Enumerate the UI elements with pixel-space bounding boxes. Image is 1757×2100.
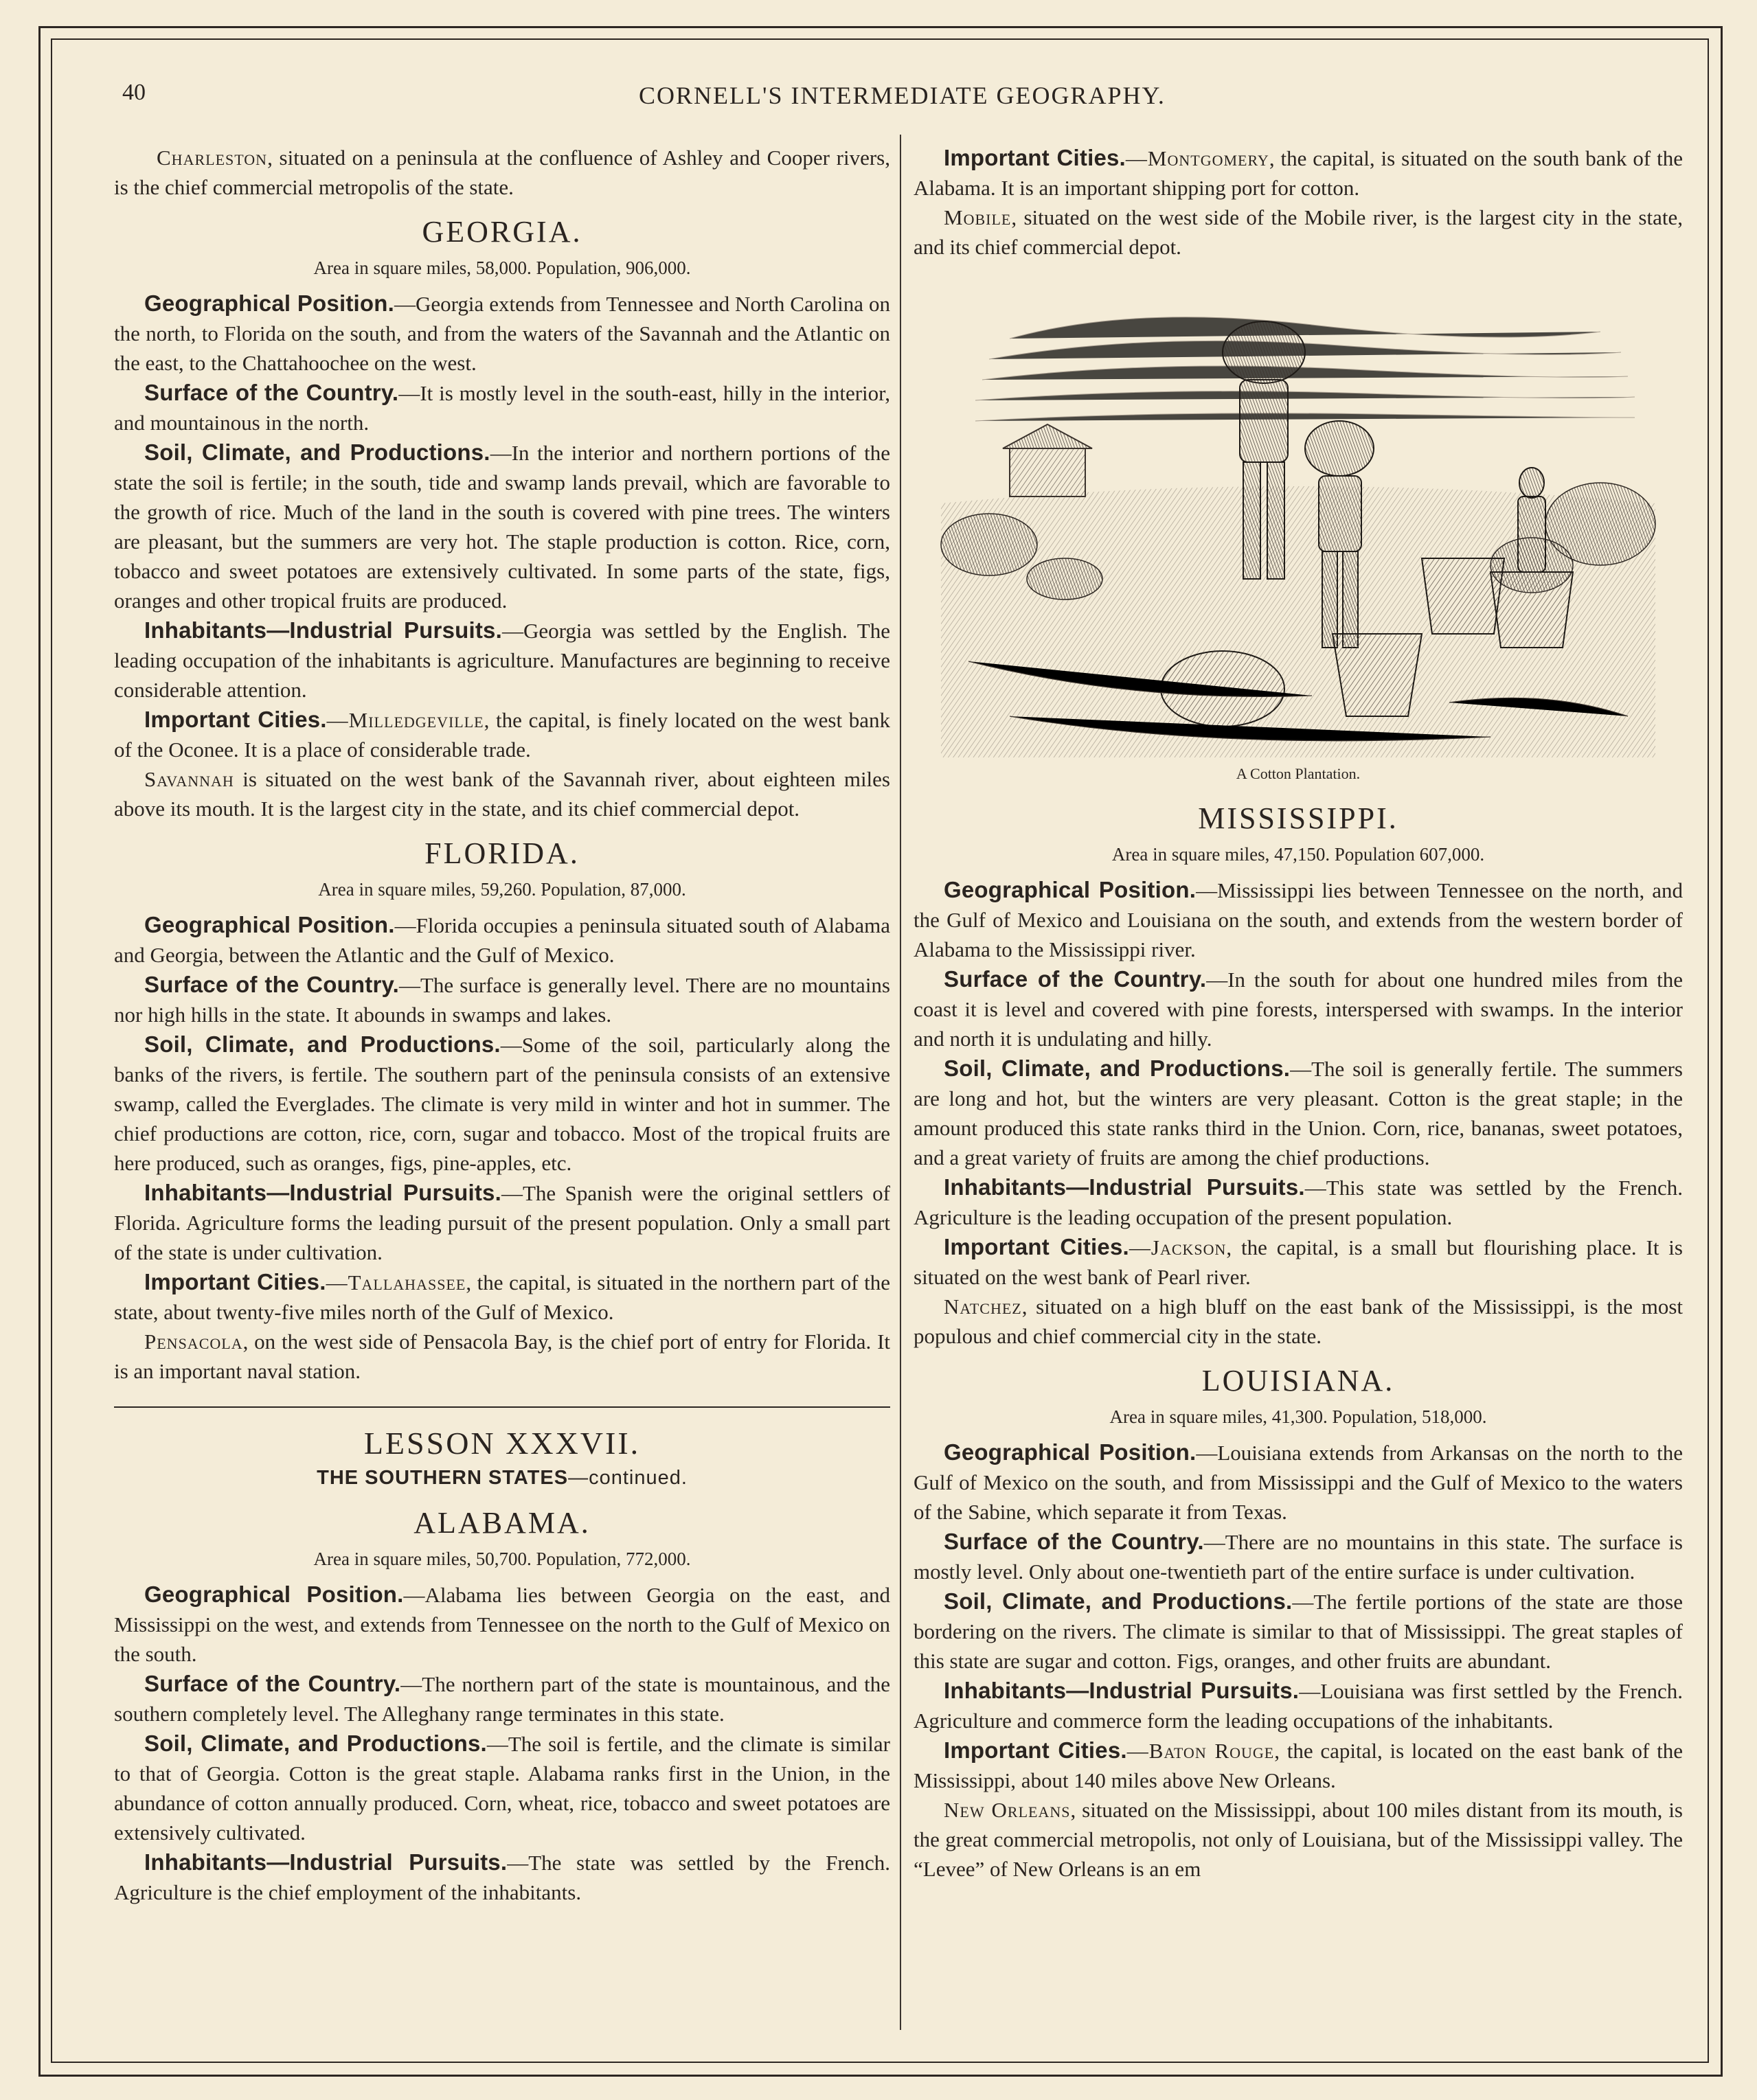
georgia-area: Area in square miles, 58,000. Population, 906,000. [313,258,691,278]
figure-caption: A Cotton Plantation. [1236,765,1361,782]
cotton-plantation-engraving [927,277,1669,757]
georgia-soil: Soil, Climate, and Productions.—In the interior and northern portions of the state the soil is fertile; in the south, tide and swamp lands prevail, which are favorable to the growth of rice. Much of the land in the south is covered with pine trees. The winters are pleasant, but the summers are very hot. The staple production is cotton. Rice, corn, tobacco and sweet potatoes are extensively cultivated. In some parts of the state, figs, oranges and other tropical fruits are produced. [114,440,890,613]
florida-area: Area in square miles, 59,260. Population, 87,000. [318,879,686,900]
charleston-paragraph: Charleston, situated on a peninsula at the confluence of Ashley and Cooper rivers, is the chief commercial metropolis of the state. [114,146,890,199]
mississippi-cities: Important Cities.—Jackson, the capital, is a small but flourishing place. It is situated on the west bank of Pearl river. [914,1234,1683,1289]
georgia-surface: Surface of the Country.—It is mostly level in the south-east, hilly in the interior, and mountainous in the north. [114,380,891,435]
florida-geo: Geographical Position.—Florida occupies a peninsula situated south of Alabama and Georgia, between the Atlantic and the Gulf of Mexico. [114,912,890,967]
mississippi-inhabitants: Inhabitants—Industrial Pursuits.—This state was settled by the French. Agriculture is the leading occupation of the present population. [914,1174,1684,1229]
louisiana-surface: Surface of the Country.—There are no mountains in this state. The surface is mostly level. Only about one-twentieth part of the entire surface is under cultivation. [914,1529,1683,1584]
lesson-divider [114,1406,890,1408]
alabama-inhabitants: Inhabitants—Industrial Pursuits.—The state was settled by the French. Agriculture is the chief employment of the inhabitants. [114,1849,890,1904]
column-divider [900,135,901,2030]
georgia-title: GEORGIA. [422,215,582,249]
running-title: CORNELL'S INTERMEDIATE GEOGRAPHY. [639,82,1166,109]
florida-inhabitants: Inhabitants—Industrial Pursuits.—The Spanish were the original settlers of Florida. Agriculture forms the leading pursuit of the present population. Only a small part of the state is under cultivation. [114,1180,890,1264]
cotton-plantation-figure [914,277,1683,788]
alabama-geo: Geographical Position.—Alabama lies between Georgia on the east, and Mississippi on the west, and extends from Tennessee on the north to the Gulf of Mexico on the south. [114,1582,890,1666]
mississippi-geo: Geographical Position.—Mississippi lies between Tennessee on the north, and the Gulf of Mexico and Louisiana on the south, and extends from the western border of Alabama to the Mississippi river. [914,877,1683,961]
louisiana-geo: Geographical Position.—Louisiana extends from Arkansas on the north to the Gulf of Mexico on the south, and from Mississippi and the Gulf of Mexico to the waters of the Sabine, which separate it from Texas. [914,1439,1683,1524]
mississippi-area: Area in square miles, 47,150. Population 607,000. [1111,844,1485,865]
georgia-savannah: Savannah is situated on the west bank of the Savannah river, about eighteen miles above its mouth. It is the largest city in the state, and its chief commercial depot. [114,767,890,821]
mississippi-surface: Surface of the Country.—In the south for about one hundred miles from the coast it is level and covered with pine forests, interspersed with swamps. In the interior and north it is undulating and hilly. [914,966,1683,1051]
louisiana-soil: Soil, Climate, and Productions.—The fertile portions of the state are those bordering on the rivers. The climate is similar to that of Mississippi. The great staples of this state are sugar and cotton. Figs, oranges, and other fruits are abundant. [914,1588,1683,1673]
florida-surface: Surface of the Country.—The surface is generally level. There are no mountains nor high hills in the state. It abounds in swamps and lakes. [114,972,890,1027]
georgia-cities: Important Cities.—Milledgeville, the capital, is finely located on the west bank of the Oconee. It is a place of considerable trade. [114,707,890,762]
florida-soil: Soil, Climate, and Productions.—Some of the soil, particularly along the banks of the rivers, is fertile. The southern part of the peninsula consists of an extensive swamp, called the Everglades. The climate is very mild in winter and hot in summer. The chief productions are cotton, rice, corn, sugar and tobacco. Most of the tropical fruits are here produced, such as oranges, figs, pine-apples, etc. [114,1031,890,1175]
alabama-mobile: Mobile, situated on the west side of the Mobile river, is the largest city in the state, and its chief commercial depot. [914,205,1683,259]
louisiana-inhabitants: Inhabitants—Industrial Pursuits.—Louisiana was first settled by the French. Agriculture and commerce form the leading occupations of the inhabitants. [914,1678,1683,1733]
alabama-surface: Surface of the Country.—The northern part of the state is mountainous, and the southern completely level. The Alleghany range terminates in this state. [114,1671,890,1726]
alabama-soil: Soil, Climate, and Productions.—The soil is fertile, and the climate is similar to that of Georgia. Cotton is the great staple. Alabama ranks first in the Union, in the abundance of cotton annually produced. Corn, wheat, rice, tobacco and sweet potatoes are extensively cultivated. [114,1731,890,1845]
mississippi-soil: Soil, Climate, and Productions.—The soil is generally fertile. The summers are long and hot, but the winters are very pleasant. Cotton is the great staple; in the amount produced this state ranks third in the Union. Corn, rice, bananas, sweet potatoes, and a great variety of fruits are among the chief productions. [914,1055,1683,1169]
left-column [114,143,890,2045]
lesson-title: LESSON XXXVII. [363,1426,641,1461]
louisiana-new-orleans: New Orleans, situated on the Mississippi, about 100 miles distant from its mouth, is the great commercial metropolis, not only of Louisiana, but of the Mississippi valley. The “Levee” of New Orleans is an em [914,1798,1683,1881]
alabama-area: Area in square miles, 50,700. Population, 772,000. [313,1549,691,1569]
alabama-cities: Important Cities.—Montgomery, the capital, is situated on the south bank of the Alabama. It is an important shipping port for cotton. [914,145,1683,200]
georgia-geo: Geographical Position.—Georgia extends from Tennessee and North Carolina on the north, to Florida on the south, and from the waters of the Savannah and the Atlantic on the east, to the Chattahoochee on the west. [114,290,890,375]
page-number: 40 [122,80,146,105]
mississippi-title: MISSISSIPPI. [1198,801,1398,835]
lesson-subtitle: THE SOUTHERN STATES—continued. [317,1467,688,1489]
alabama-title: ALABAMA. [413,1506,591,1540]
florida-pensacola: Pensacola, on the west side of Pensacola Bay, is the chief port of entry for Florida. It is an important naval station. [114,1329,890,1383]
florida-cities: Important Cities.—Tallahassee, the capital, is situated in the northern part of the state, about twenty-five miles north of the Gulf of Mexico. [114,1269,891,1324]
florida-title: FLORIDA. [424,836,580,870]
louisiana-title: LOUISIANA. [1201,1364,1395,1397]
louisiana-area: Area in square miles, 41,300. Population, 518,000. [1109,1406,1487,1427]
right-column [914,143,1683,2045]
georgia-inhabitants: Inhabitants—Industrial Pursuits.—Georgia was settled by the English. The leading occupation of the inhabitants is agriculture. Manufactures are beginning to receive considerable attention. [114,617,890,702]
louisiana-cities: Important Cities.—Baton Rouge, the capital, is located on the east bank of the Mississippi, about 140 miles above New Orleans. [914,1737,1683,1792]
mississippi-natchez: Natchez, situated on a high bluff on the east bank of the Mississippi, is the most populous and chief commercial city in the state. [914,1294,1683,1348]
